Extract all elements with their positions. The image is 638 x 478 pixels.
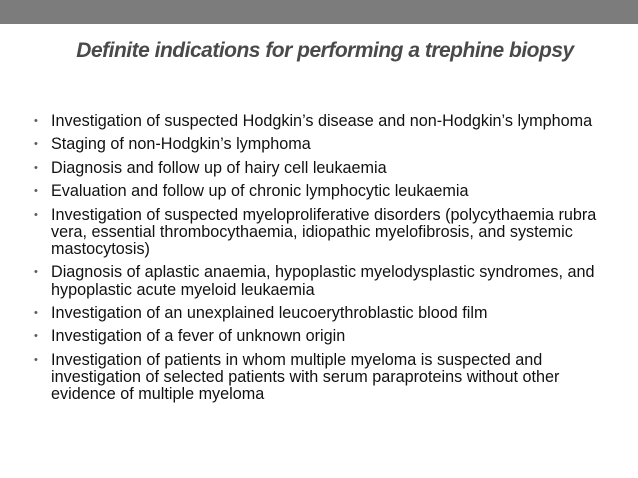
bullet-item (34, 264, 604, 298)
bullet-dot-icon: • (34, 115, 38, 127)
bullet-item (34, 305, 604, 322)
bullet-text: Diagnosis and follow up of hairy cell leukaemia (51, 158, 387, 177)
bullet-dot-icon: • (34, 266, 38, 279)
bullet-item (34, 183, 604, 200)
bullet-text: Evaluation and follow up of chronic lymphocytic leukaemia (51, 182, 469, 201)
bullet-item (34, 136, 604, 153)
bullet-dot-icon: • (34, 138, 38, 151)
bullet-dot-icon: • (34, 330, 38, 343)
bullet-item (34, 160, 604, 177)
bullet-text: Staging of non-Hodgkin’s lymphoma (51, 135, 311, 154)
bullet-dot-icon: • (34, 185, 38, 198)
bullet-text: Diagnosis of aplastic anaemia, hypoplastic myelodysplastic syndromes, and hypoplastic acute myeloid leukaemia (51, 263, 595, 299)
slide-title: Definite indications for performing a trephine biopsy (76, 39, 574, 62)
bullet-text: Investigation of suspected Hodgkin’s disease and non-Hodgkin’s lymphoma (51, 112, 593, 130)
bullet-text: Investigation of patients in whom multiple myeloma is suspected and investigation of selected patients with serum paraproteins without other evidence of multiple myeloma (51, 350, 560, 404)
bullet-dot-icon: • (34, 161, 38, 174)
bullet-list (34, 113, 604, 410)
bullet-item (34, 207, 604, 259)
bullet-dot-icon: • (34, 306, 38, 319)
bullet-text: Investigation of an unexplained leucoerythroblastic blood film (51, 303, 488, 322)
bullet-dot-icon: • (34, 208, 38, 221)
bullet-text: Investigation of a fever of unknown origin (51, 327, 346, 346)
bullet-text: Investigation of suspected myeloproliferative disorders (polycythaemia rubra vera, essential thrombocythaemia, idiopathic myelofibrosis, and systemic mastocytosis) (51, 205, 597, 258)
bullet-item (34, 328, 604, 345)
top-bar (0, 0, 638, 24)
bullet-item (34, 113, 604, 130)
bullet-item (34, 352, 604, 404)
bullet-dot-icon: • (34, 353, 38, 366)
